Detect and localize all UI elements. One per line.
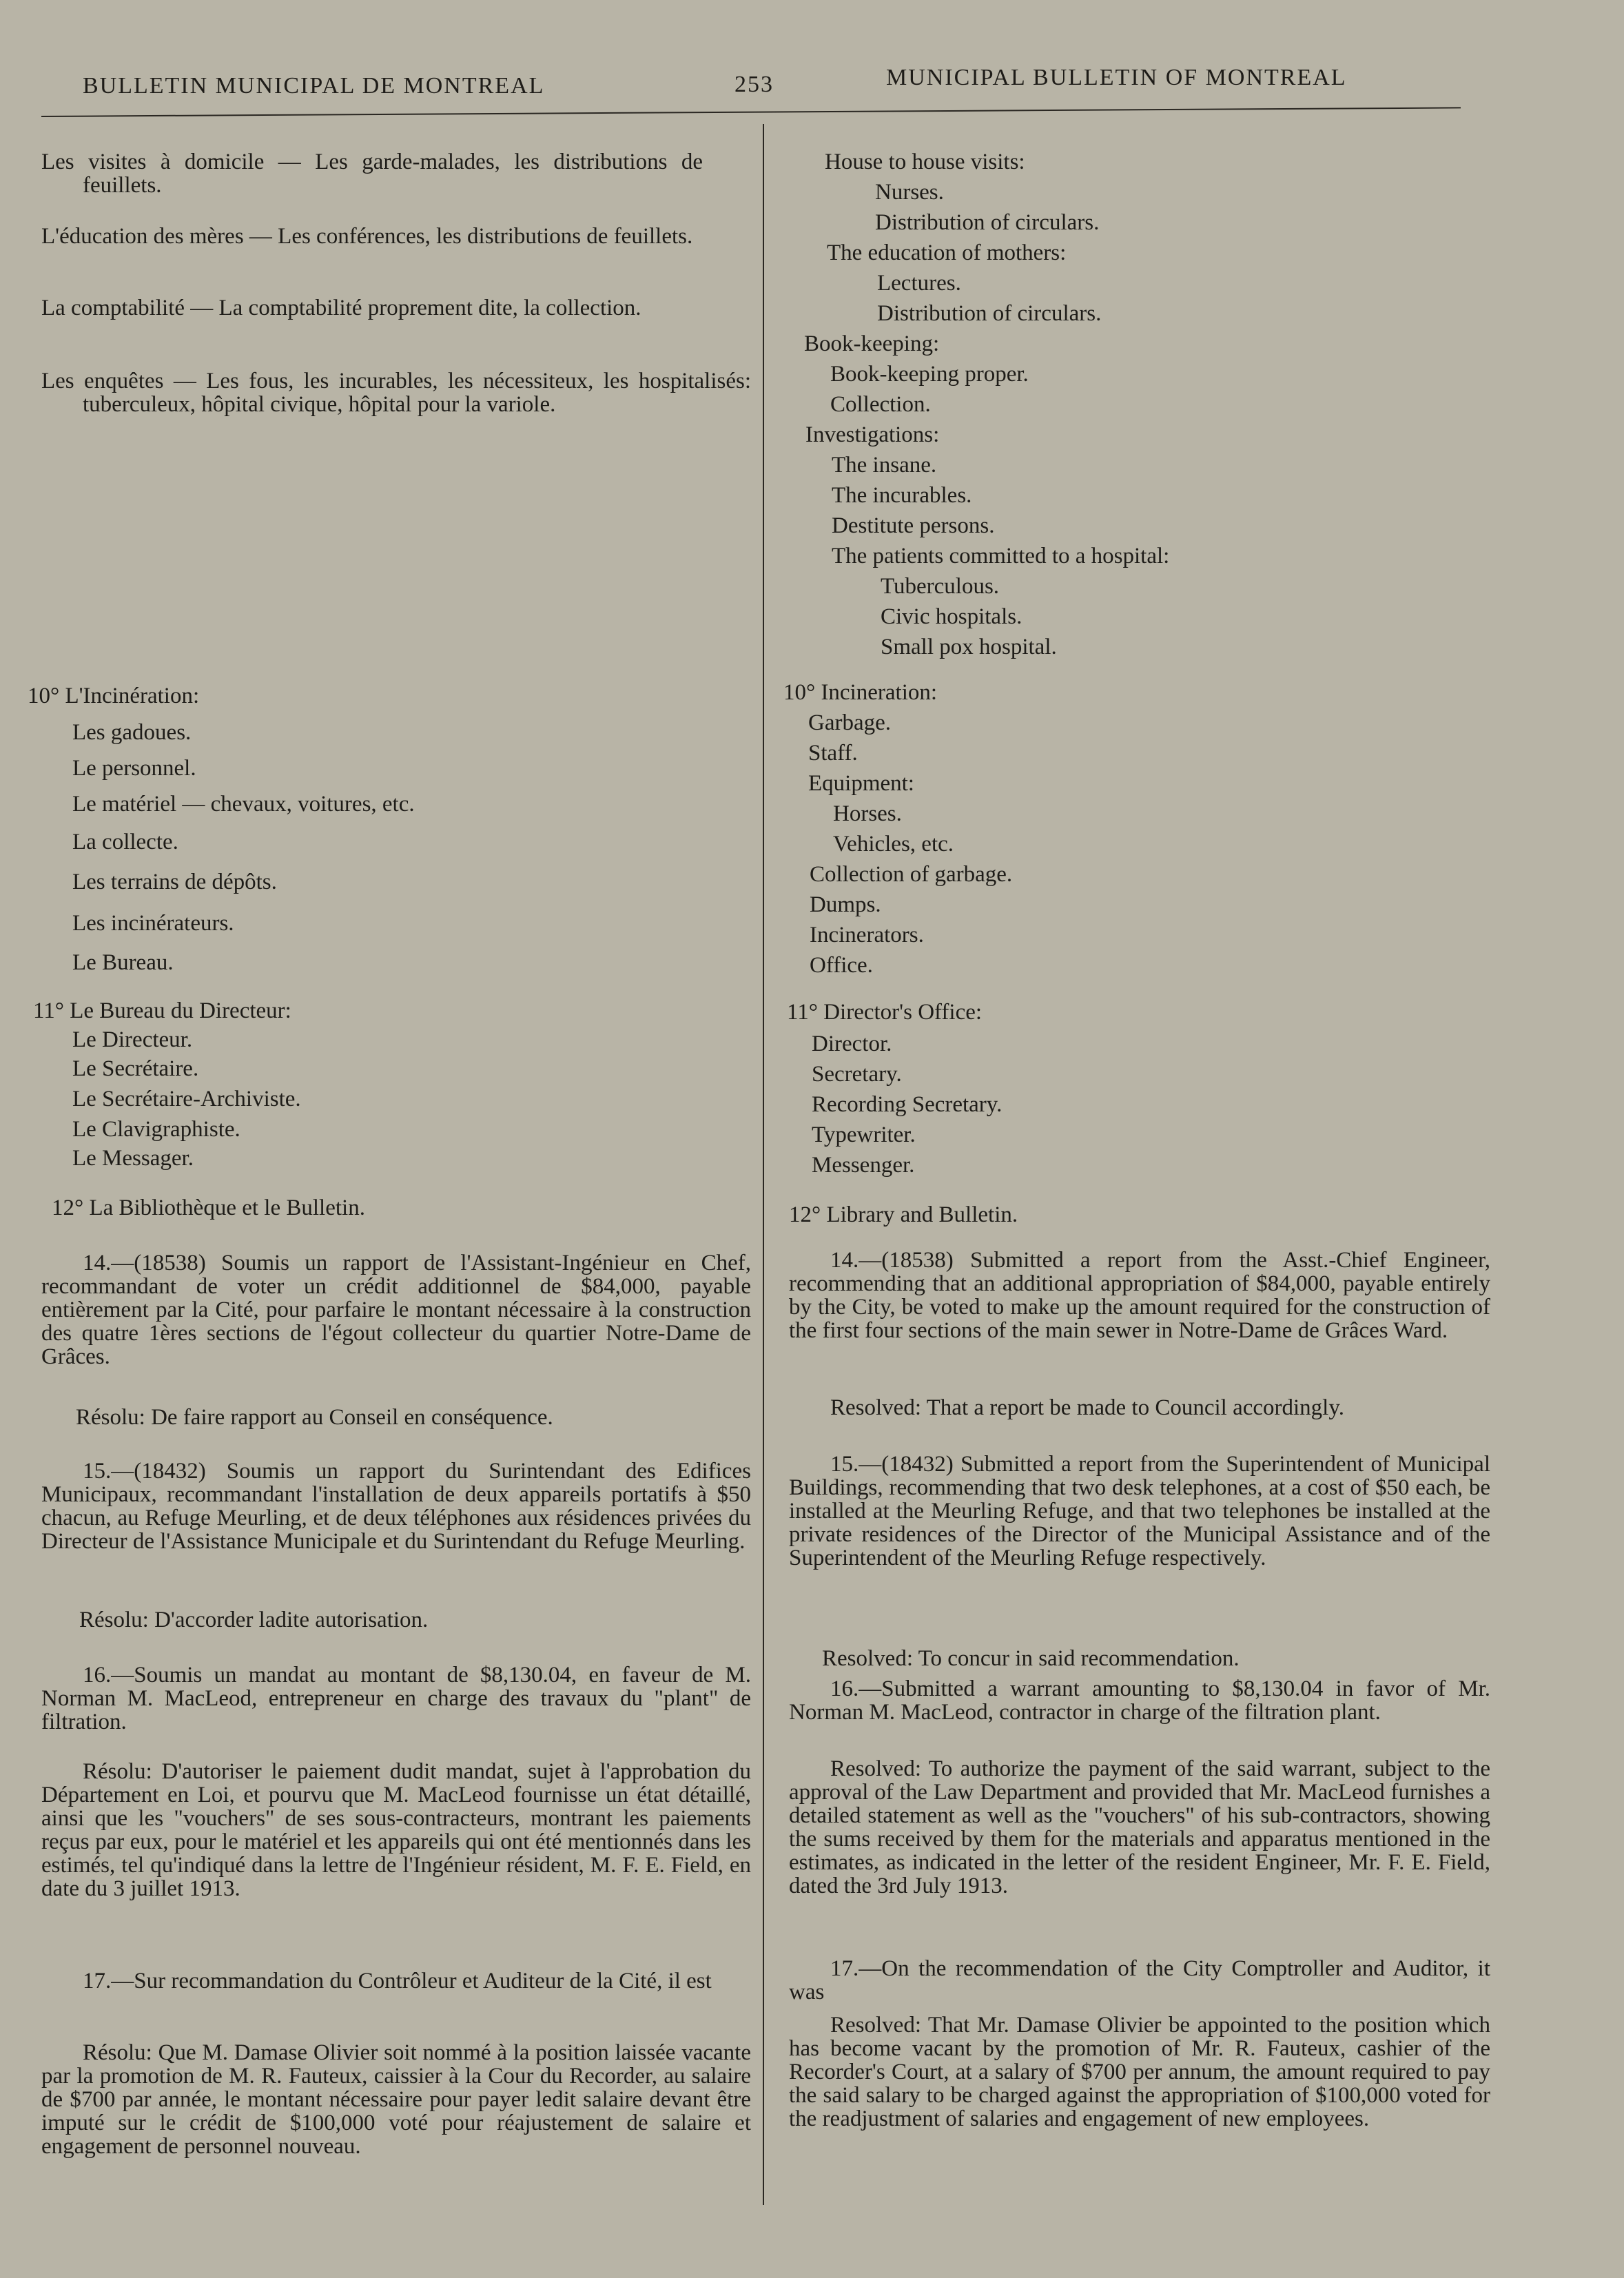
left-incineration-item: Le matériel — chevaux, voitures, etc.	[72, 792, 415, 817]
right-item-14: 14.—(18538) Submitted a report from the Asst.-Chief Engineer, recommending that an additional appropriation of $84,000, payable entirely by the City, be voted to make up the amount required for the construction of the first four sections of the main sewer in Notre-Dame de Grâces Ward.	[789, 1248, 1490, 1343]
left-incineration-item: Le personnel.	[72, 756, 196, 781]
right-office-item: Secretary.	[812, 1062, 902, 1087]
right-resolved-14: Resolved: That a report be made to Council accordingly.	[830, 1395, 1344, 1420]
left-bureau-item: Le Secrétaire-Archiviste.	[72, 1087, 301, 1111]
right-bookkeeping-item: Book-keeping proper.	[830, 362, 1029, 387]
right-incineration-item: Garbage.	[808, 710, 892, 735]
right-visits-item: Distribution of circulars.	[875, 210, 1100, 235]
right-investigations-item: The incurables.	[832, 483, 972, 508]
left-bureau-title: 11° Le Bureau du Directeur:	[33, 998, 291, 1023]
right-resolved-17: Resolved: That Mr. Damase Olivier be appointed to the position which has become vacant by the promotion of Mr. R. Fauteux, cashier of the Recorder's Court, at a salary of $700 per annum, the amount required to pay the said salary to be charged against the appropriation of $100,000 voted for the readjustment of salaries and engagement of new employees.	[789, 2013, 1490, 2131]
right-visits-item: Nurses.	[875, 180, 944, 205]
column-divider	[763, 124, 764, 2205]
right-incineration-item: Dumps.	[810, 892, 881, 917]
left-item-15: 15.—(18432) Soumis un rapport du Surintendant des Edifices Municipaux, recommandant l'installation de deux appareils portatifs à $50 chacun, au Refuge Meurling, et de deux téléphones aux résidences privées du Directeur de l'Assistance Municipale et du Surintendant du Refuge Meurling.	[41, 1459, 751, 1554]
left-education: L'éducation des mères — Les conférences, les distributions de feuillets.	[41, 224, 693, 249]
right-office-item: Typewriter.	[812, 1122, 916, 1147]
page-header	[83, 63, 1461, 112]
left-visites: Les visites à domicile — Les garde-malades, les distributions de feuillets.	[41, 150, 703, 198]
right-visits-title: House to house visits:	[825, 150, 1025, 174]
right-equipment-item: Vehicles, etc.	[833, 832, 954, 856]
right-investigations-title: Investigations:	[805, 422, 940, 447]
left-incineration-item: Les terrains de dépôts.	[72, 870, 277, 894]
right-mothers-item: Distribution of circulars.	[877, 301, 1102, 326]
left-resolu-15: Résolu: D'accorder ladite autorisation.	[79, 1608, 429, 1632]
left-resolu-16: Résolu: D'autoriser le paiement dudit mandat, sujet à l'approbation du Département en Loi, et pourvu que M. MacLeod fournisse un état détaillé, ainsi que les "vouchers" de ses sous-contracteurs, montrant les paiements reçus par eux, pour le matériel et les appareils qui ont été mentionnés dans les estimés, tel qu'indiqué dans la lettre de l'Ingénieur résident, M. F. E. Field, en date du 3 juillet 1913.	[41, 1759, 751, 1901]
left-resolu-14: Résolu: De faire rapport au Conseil en conséquence.	[76, 1405, 553, 1430]
right-incineration-item: Equipment:	[808, 771, 914, 796]
left-incineration-item: Les incinérateurs.	[72, 911, 234, 936]
right-investigations-item: The insane.	[832, 453, 937, 478]
left-comptabilite: La comptabilité — La comptabilité proprement dite, la collection.	[41, 296, 641, 320]
left-item-17: 17.—Sur recommandation du Contrôleur et Auditeur de la Cité, il est	[83, 1969, 712, 1993]
right-resolved-15: Resolved: To concur in said recommendation.	[822, 1646, 1240, 1671]
left-enquetes: Les enquêtes — Les fous, les incurables, les nécessiteux, les hospitalisés: tuberculeux, hôpital civique, hôpital pour la variole.	[41, 369, 751, 417]
right-resolved-16: Resolved: To authorize the payment of the said warrant, subject to the approval of the Law Department and provided that Mr. MacLeod furnishes a detailed statement as well as the "vouchers" of his sub-contractors, showing the sums received by them for the materials and apparatus mentioned in the estimates, as indicated in the letter of the resident Engineer, Mr. F. E. Field, dated the 3rd July 1913.	[789, 1756, 1490, 1898]
right-incineration-item: Staff.	[808, 741, 858, 766]
right-equipment-item: Horses.	[833, 801, 902, 826]
left-incineration-item: Le Bureau.	[72, 950, 174, 975]
left-item-16: 16.—Soumis un mandat au montant de $8,130.04, en faveur de M. Norman M. MacLeod, entrepreneur en charge des travaux du "plant" de filtration.	[41, 1663, 751, 1734]
header-right-title: MUNICIPAL BULLETIN OF MONTREAL	[886, 65, 1347, 90]
left-incineration-title: 10° L'Incinération:	[28, 684, 200, 708]
left-resolu-17: Résolu: Que M. Damase Olivier soit nommé à la position laissée vacante par la promotion de M. R. Fauteux, caissier à la Cour du Recorder, au salaire de $700 par année, le montant nécessaire pour payer ledit salaire devant être imputé sur le crédit de $100,000 voté pour réajustement de salaire et engagement de personnel nouveau.	[41, 2040, 751, 2159]
right-mothers-title: The education of mothers:	[827, 240, 1067, 265]
left-item-14: 14.—(18538) Soumis un rapport de l'Assistant-Ingénieur en Chef, recommandant de voter un crédit additionnel de $84,000, payable entièrement par la Cité, pour parfaire le montant nécessaire à la construction des quatre 1ères sections de l'égout collecteur du quartier Notre-Dame de Grâces.	[41, 1251, 751, 1369]
right-item-16: 16.—Submitted a warrant amounting to $8,130.04 in favor of Mr. Norman M. MacLeod, contractor in charge of the filtration plant.	[789, 1676, 1490, 1725]
page-number: 253	[734, 72, 774, 97]
right-office-item: Messenger.	[812, 1153, 915, 1178]
right-incineration-item: Collection of garbage.	[810, 862, 1013, 887]
right-library: 12° Library and Bulletin.	[789, 1202, 1018, 1227]
right-item-15: 15.—(18432) Submitted a report from the Superintendent of Municipal Buildings, recommending that two desk telephones, at a cost of $50 each, be installed at the Meurling Refuge, and that two telephones be installed at the private residences of the Director of the Municipal Assistance and of the Superintendent of the Meurling Refuge respectively.	[789, 1452, 1490, 1570]
header-left-title: BULLETIN MUNICIPAL DE MONTREAL	[83, 73, 545, 99]
right-incineration-item: Office.	[810, 953, 873, 978]
right-bookkeeping-title: Book-keeping:	[804, 331, 940, 356]
left-bureau-item: Le Secrétaire.	[72, 1056, 199, 1081]
right-incineration-title: 10° Incineration:	[783, 680, 938, 705]
left-bibliotheque: 12° La Bibliothèque et le Bulletin.	[52, 1196, 365, 1220]
left-incineration-item: Les gadoues.	[72, 720, 192, 745]
left-bureau-item: Le Messager.	[72, 1146, 194, 1171]
right-investigations-item: Destitute persons.	[832, 513, 995, 538]
right-incineration-item: Incinerators.	[810, 923, 924, 947]
right-office-item: Recording Secretary.	[812, 1092, 1003, 1117]
right-mothers-item: Lectures.	[877, 271, 961, 296]
left-bureau-item: Le Clavigraphiste.	[72, 1117, 240, 1142]
right-bookkeeping-item: Collection.	[830, 392, 931, 417]
left-incineration-item: La collecte.	[72, 830, 178, 854]
right-office-title: 11° Director's Office:	[787, 1000, 983, 1025]
left-bureau-item: Le Directeur.	[72, 1027, 193, 1052]
right-item-17: 17.—On the recommendation of the City Comptroller and Auditor, it was	[789, 1956, 1490, 2004]
right-investigations-item: The patients committed to a hospital:	[832, 544, 1170, 568]
right-office-item: Director.	[812, 1032, 892, 1056]
right-hospital-item: Civic hospitals.	[881, 604, 1022, 629]
right-hospital-item: Tuberculous.	[881, 574, 1000, 599]
right-hospital-item: Small pox hospital.	[881, 635, 1057, 659]
